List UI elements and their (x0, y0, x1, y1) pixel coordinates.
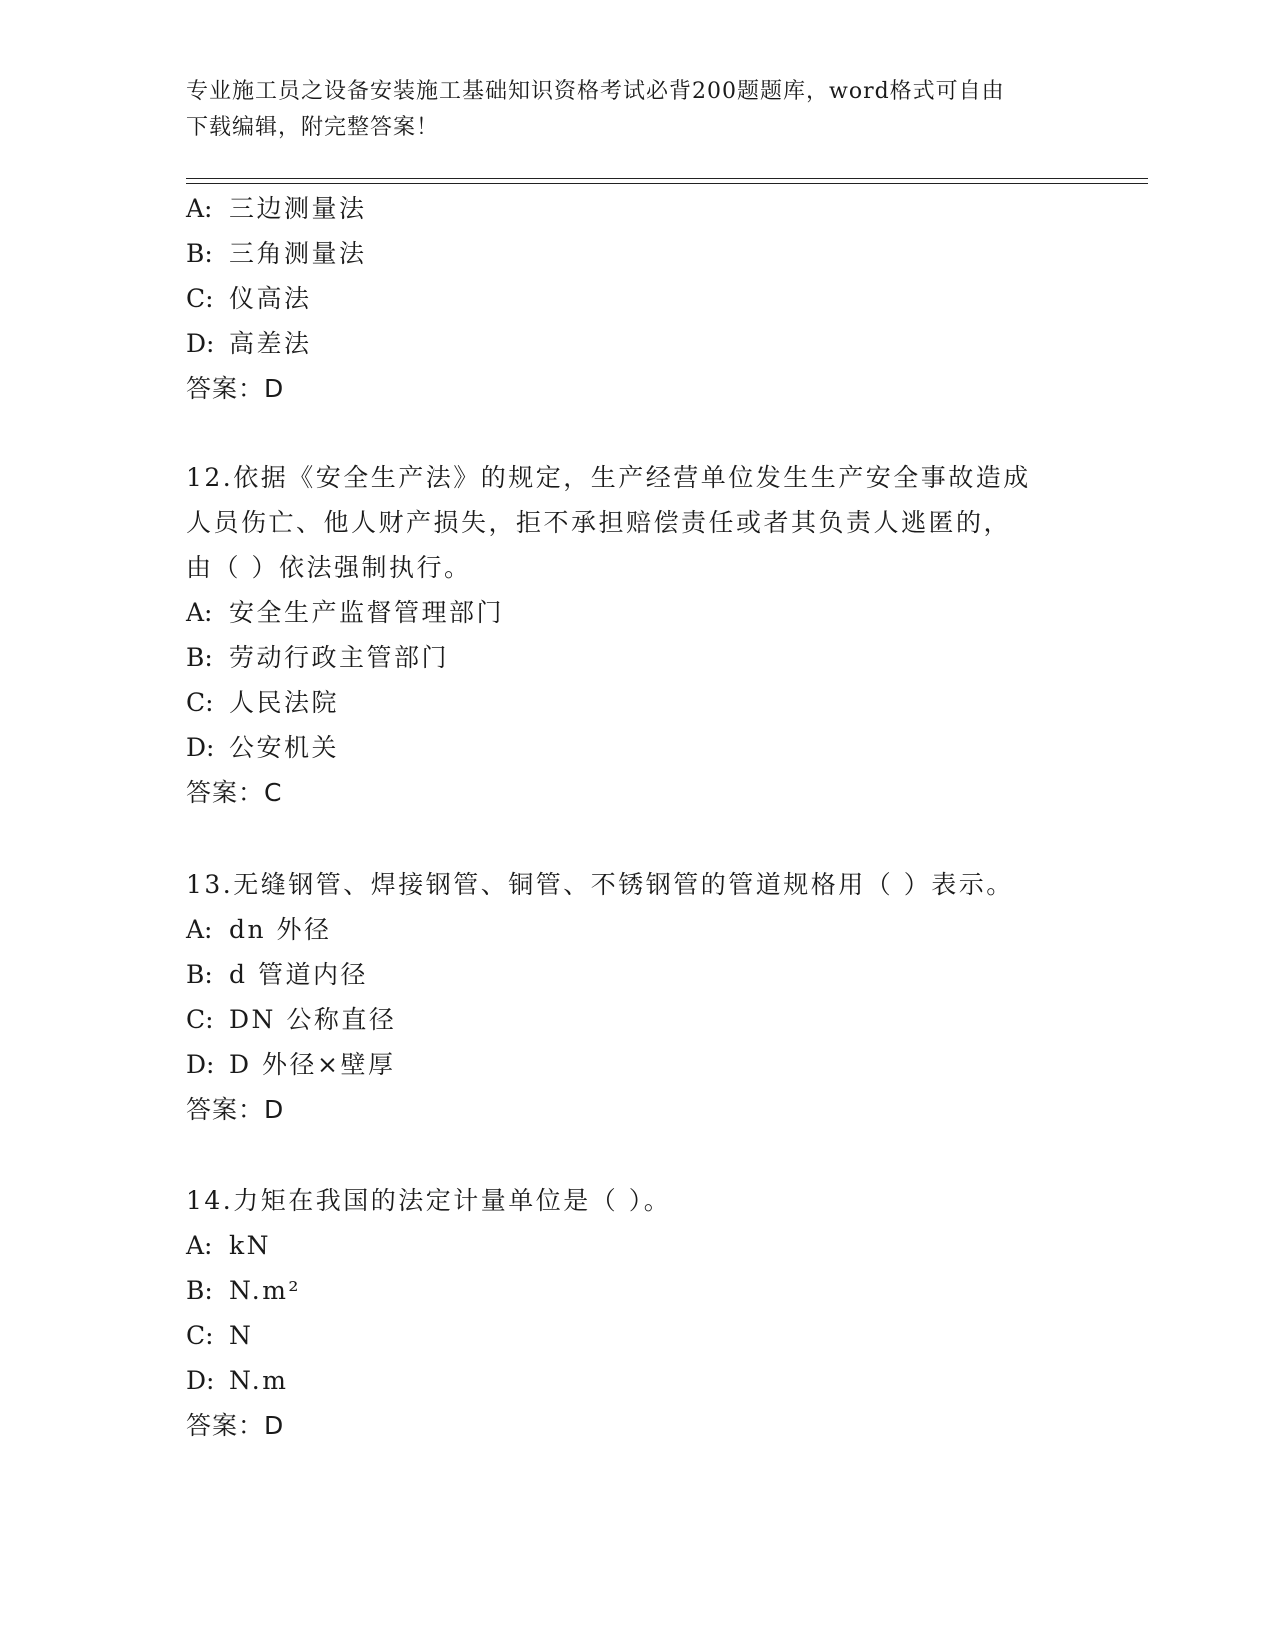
option-key: D: (186, 329, 215, 358)
option-key: D: (186, 1366, 215, 1395)
option-b (186, 1274, 301, 1308)
option-key: C: (186, 284, 214, 313)
header-divider-bottom (186, 183, 1148, 184)
option-text: 三边测量法 (229, 194, 367, 223)
question-14-line-1: 14.力矩在我国的法定计量单位是（ ）。 (186, 1186, 672, 1215)
option-key: D: (186, 1050, 215, 1079)
option-d (186, 327, 312, 361)
question-12-line-3: 由（ ）依法强制执行。 (186, 553, 472, 582)
option-a (186, 596, 504, 630)
answer: 答案：C (186, 778, 283, 807)
header-title-line-1: 专业施工员之设备安装施工基础知识资格考试必背200题题库，word格式可自由 (186, 79, 1005, 104)
option-key: A: (186, 1231, 213, 1260)
option-key: B: (186, 1276, 213, 1305)
header-title-line-2: 下载编辑，附完整答案！ (186, 115, 440, 140)
option-text: 公安机关 (229, 733, 340, 762)
option-d (186, 1364, 288, 1398)
option-text: DN 公称直径 (229, 1005, 397, 1034)
option-text: N.m² (229, 1276, 301, 1305)
option-text: D 外径×壁厚 (229, 1050, 396, 1079)
option-text: 仪高法 (229, 284, 312, 313)
option-key: A: (186, 598, 213, 627)
option-text: 三角测量法 (229, 239, 367, 268)
option-d (186, 1048, 395, 1082)
option-a (186, 1229, 271, 1263)
answer: 答案：D (186, 1095, 285, 1124)
option-key: B: (186, 960, 213, 989)
option-a (186, 913, 332, 947)
option-key: C: (186, 1005, 214, 1034)
header-divider-top (186, 178, 1148, 179)
option-key: C: (186, 1321, 214, 1350)
document-header (186, 74, 1086, 146)
option-key: B: (186, 643, 213, 672)
option-text: d 管道内径 (229, 960, 368, 989)
option-c (186, 1003, 396, 1037)
option-key: A: (186, 194, 213, 223)
option-b (186, 641, 449, 675)
option-b (186, 237, 367, 271)
option-text: N (229, 1321, 254, 1350)
option-text: dn 外径 (229, 915, 332, 944)
option-text: 劳动行政主管部门 (229, 643, 450, 672)
option-key: A: (186, 915, 213, 944)
option-key: C: (186, 688, 214, 717)
option-d (186, 731, 339, 765)
option-a (186, 192, 367, 226)
question-12-line-2: 人员伤亡、他人财产损失，拒不承担赔偿责任或者其负责人逃匿的， (186, 508, 1012, 537)
option-text: 高差法 (229, 329, 312, 358)
question-13-line-1: 13.无缝钢管、焊接钢管、铜管、不锈钢管的管道规格用（ ）表示。 (186, 870, 1014, 899)
option-c (186, 282, 312, 316)
option-text: kN (229, 1231, 272, 1260)
option-c (186, 1319, 253, 1353)
option-text: N.m (229, 1366, 289, 1395)
option-b (186, 958, 368, 992)
option-text: 安全生产监督管理部门 (229, 598, 505, 627)
question-12-line-1: 12.依据《安全生产法》的规定，生产经营单位发生生产安全事故造成 (186, 463, 1031, 492)
answer: 答案：D (186, 374, 285, 403)
option-key: D: (186, 733, 215, 762)
option-c (186, 686, 339, 720)
answer: 答案：D (186, 1411, 285, 1440)
option-key: B: (186, 239, 213, 268)
option-text: 人民法院 (229, 688, 340, 717)
